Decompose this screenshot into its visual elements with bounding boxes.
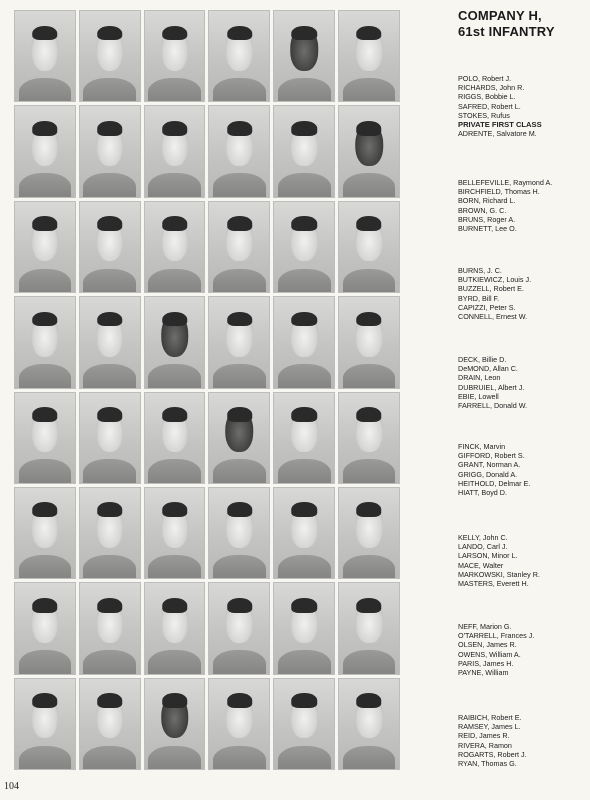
- roster-name: POLO, Robert J.: [458, 74, 512, 83]
- roster-name: DUBRUIEL, Albert J.: [458, 382, 525, 392]
- portrait-photo: [144, 10, 206, 102]
- roster-name: DeMOND, Allan C.: [458, 364, 518, 374]
- portrait-photo: [273, 105, 335, 197]
- roster-name: BYRD, Bill F.: [458, 293, 500, 303]
- portrait-photo: [144, 105, 206, 197]
- portrait-photo: [273, 296, 335, 388]
- portrait-photo: [338, 201, 400, 293]
- portrait-photo: [338, 105, 400, 197]
- roster-name: REID, James R.: [458, 731, 510, 741]
- roster-name: LARSON, Minor L.: [458, 551, 518, 561]
- roster-name: BROWN, G. C.: [458, 205, 507, 215]
- roster-name: BUZZELL, Robert E.: [458, 284, 524, 294]
- portrait-photo: [79, 105, 141, 197]
- roster-name: OLSEN, James R.: [458, 640, 517, 650]
- roster-name: GRIGG, Donald A.: [458, 469, 518, 479]
- unit-heading-line1: COMPANY H,: [458, 8, 542, 23]
- portrait-photo: [208, 392, 270, 484]
- roster-name: MARKOWSKI, Stanley R.: [458, 569, 540, 579]
- roster-name: RICHARDS, John R.: [458, 83, 525, 93]
- portrait-photo: [273, 487, 335, 579]
- roster-name: ROGARTS, Robert J.: [458, 749, 527, 759]
- roster-name: CAPIZZI, Peter S.: [458, 302, 516, 312]
- name-group: [458, 266, 588, 321]
- rank-heading: PRIVATE FIRST CLASS: [458, 120, 542, 130]
- roster-name: MASTERS, Everett H.: [458, 579, 529, 589]
- portrait-photo: [14, 201, 76, 293]
- roster-name: BELLEFEVILLE, Raymond A.: [458, 178, 553, 187]
- portrait-photo: [208, 678, 270, 770]
- portrait-photo: [208, 10, 270, 102]
- portrait-photo: [208, 487, 270, 579]
- portrait-photo: [338, 582, 400, 674]
- portrait-photo: [14, 678, 76, 770]
- portrait-photo: [338, 678, 400, 770]
- roster-name: KELLY, John C.: [458, 533, 508, 542]
- roster-name: OWENS, William A.: [458, 649, 521, 659]
- roster-name: PARIS, James H.: [458, 658, 514, 668]
- portrait-photo: [273, 582, 335, 674]
- portrait-photo: [14, 487, 76, 579]
- portrait-photo: [338, 487, 400, 579]
- portrait-photo: [14, 392, 76, 484]
- portrait-photo: [79, 487, 141, 579]
- roster-name: RIGGS, Bobbie L.: [458, 92, 516, 102]
- roster-name: LANDO, Carl J.: [458, 542, 508, 552]
- roster-name: RIVERA, Ramon: [458, 740, 512, 750]
- roster-name: PAYNE, William: [458, 668, 509, 678]
- portrait-photo: [79, 10, 141, 102]
- portrait-photo: [273, 10, 335, 102]
- roster-name: BURNETT, Lee O.: [458, 224, 517, 234]
- roster-name: FINCK, Marvin: [458, 442, 506, 451]
- roster-name: CONNELL, Ernest W.: [458, 312, 528, 322]
- roster-name: BORN, Richard L.: [458, 196, 516, 206]
- roster-name: GIFFORD, Robert S.: [458, 451, 525, 461]
- roster-name: EBIE, Lowell: [458, 391, 499, 401]
- portrait-photo: [79, 678, 141, 770]
- name-group: [458, 178, 588, 233]
- roster-name: BURNS, J. C.: [458, 266, 502, 275]
- roster-name: BIRCHFIELD, Thomas H.: [458, 187, 540, 197]
- portrait-photo: [273, 678, 335, 770]
- roster-name: O'TARRELL, Frances J.: [458, 631, 535, 641]
- roster-name: SAFRED, Robert L.: [458, 101, 521, 111]
- portrait-photo: [144, 582, 206, 674]
- name-group: [458, 355, 588, 410]
- portrait-photo: [144, 201, 206, 293]
- name-group: [458, 622, 588, 677]
- roster-name: HEITHOLD, Delmar E.: [458, 478, 531, 488]
- portrait-photo: [14, 105, 76, 197]
- roster-name: STOKES, Rufus: [458, 110, 510, 120]
- roster-column: [458, 8, 586, 769]
- portrait-photo: [338, 392, 400, 484]
- name-group: [458, 74, 588, 138]
- portrait-grid: [14, 10, 400, 770]
- portrait-photo: [144, 487, 206, 579]
- name-group: [458, 442, 588, 497]
- roster-name: BRUNS, Roger A.: [458, 214, 516, 224]
- roster-name: ADRENTE, Salvatore M.: [458, 129, 537, 139]
- portrait-photo: [144, 296, 206, 388]
- portrait-photo: [14, 582, 76, 674]
- portrait-photo: [338, 10, 400, 102]
- portrait-photo: [79, 201, 141, 293]
- portrait-photo: [273, 201, 335, 293]
- portrait-photo: [79, 296, 141, 388]
- portrait-photo: [14, 10, 76, 102]
- roster-name: DECK, Billie D.: [458, 355, 507, 364]
- portrait-photo: [208, 582, 270, 674]
- roster-name: BUTKIEWICZ, Louis J.: [458, 275, 532, 285]
- roster-name: RYAN, Thomas G.: [458, 759, 517, 769]
- portrait-photo: [14, 296, 76, 388]
- roster-name: FARRELL, Donald W.: [458, 401, 528, 411]
- portrait-photo: [273, 392, 335, 484]
- roster-name: MACE, Walter: [458, 560, 504, 570]
- name-group: [458, 713, 588, 768]
- portrait-photo: [338, 296, 400, 388]
- roster-name: HIATT, Boyd D.: [458, 488, 507, 498]
- portrait-photo: [79, 582, 141, 674]
- roster-name: DRAIN, Leon: [458, 373, 501, 383]
- portrait-photo: [208, 201, 270, 293]
- portrait-photo: [208, 296, 270, 388]
- roster-name: RAMSEY, James L.: [458, 722, 521, 732]
- roster-name: RAIBICH, Robert E.: [458, 713, 522, 722]
- name-group: [458, 533, 588, 588]
- unit-heading-line2: 61st INFANTRY: [458, 24, 555, 39]
- page-number: 104: [4, 781, 19, 792]
- portrait-photo: [144, 678, 206, 770]
- portrait-photo: [79, 392, 141, 484]
- portrait-photo: [144, 392, 206, 484]
- roster-name: GRANT, Norman A.: [458, 460, 521, 470]
- portrait-photo: [208, 105, 270, 197]
- roster-name: NEFF, Marion G.: [458, 622, 512, 631]
